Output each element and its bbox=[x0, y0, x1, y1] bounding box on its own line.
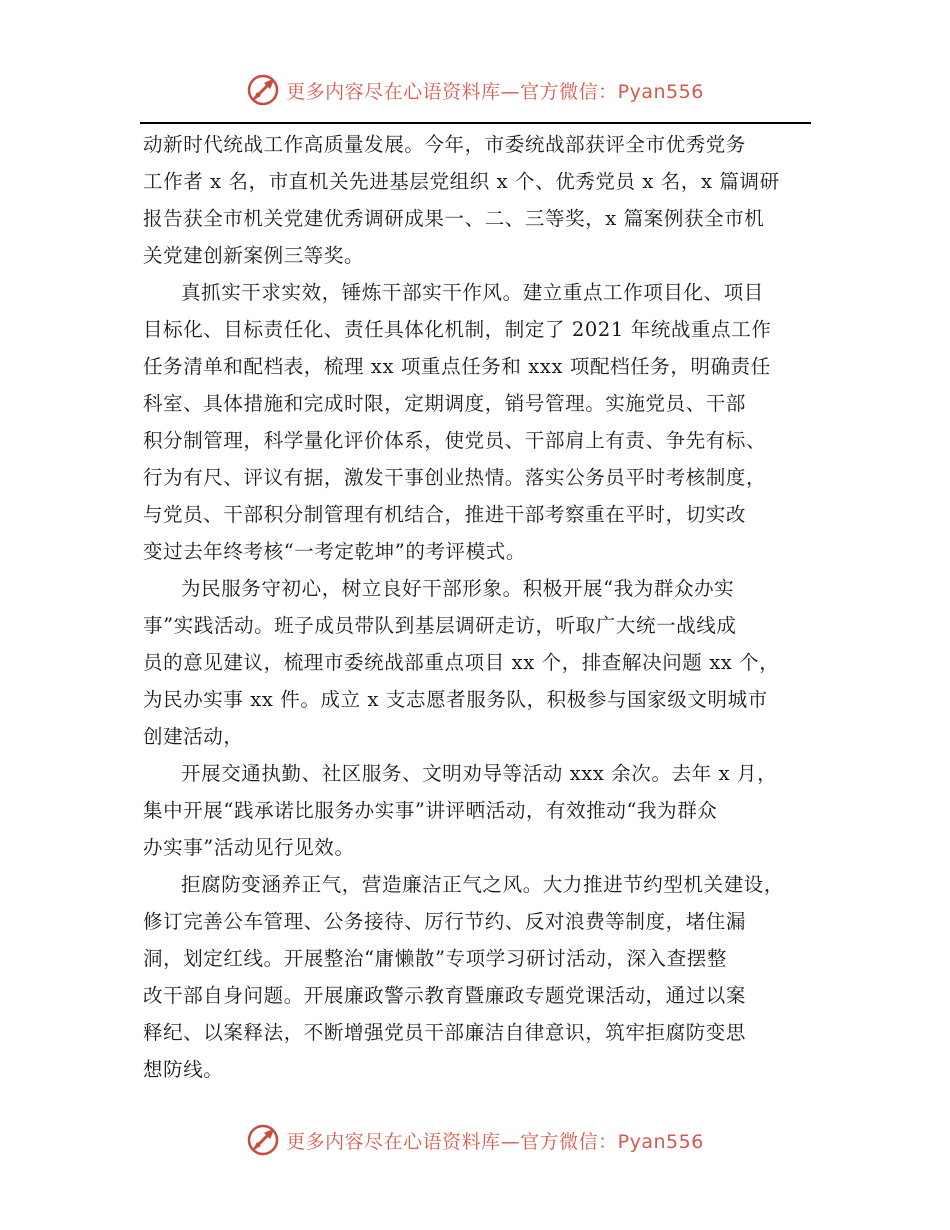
text-line: 真抓实干求实效，锤炼干部实干作风。建立重点工作项目化、项目 bbox=[181, 281, 764, 304]
quill-logo-icon bbox=[246, 1123, 280, 1157]
text-line: 关党建创新案例三等奖。 bbox=[143, 244, 365, 267]
quill-logo-icon bbox=[246, 73, 280, 107]
text-line: 集中开展“践承诺比服务办实事”讲评晒活动，有效推动“我为群众 bbox=[143, 799, 718, 822]
text-line: 工作者 x 名，市直机关先进基层党组织 x 个、优秀党员 x 名，x 篇调研 bbox=[143, 170, 780, 193]
text-line: 为民办实事 xx 件。成立 x 支志愿者服务队，积极参与国家级文明城市 bbox=[143, 688, 768, 711]
banner-text: 更多内容尽在心语资料库—官方微信：Pyan556 bbox=[286, 1130, 704, 1153]
text-line: 创建活动， bbox=[143, 725, 244, 748]
text-line: 科室、具体措施和完成时限，定期调度，销号管理。实施党员、干部 bbox=[143, 392, 747, 415]
text-line: 释纪、以案释法，不断增强党员干部廉洁自律意识，筑牢拒腐防变思 bbox=[143, 1021, 747, 1044]
text-line: 报告获全市机关党建优秀调研成果一、二、三等奖，x 篇案例获全市机 bbox=[143, 207, 765, 230]
text-line: 洞，划定红线。开展整治“庸懒散”专项学习研讨活动，深入查摆整 bbox=[143, 947, 727, 970]
text-line: 拒腐防变涵养正气，营造廉洁正气之风。大力推进节约型机关建设， bbox=[181, 873, 785, 896]
text-line: 员的意见建议，梳理市委统战部重点项目 xx 个，排查解决问题 xx 个， bbox=[143, 651, 780, 674]
header-divider bbox=[140, 122, 811, 124]
text-line: 改干部自身问题。开展廉政警示教育暨廉政专题党课活动，通过以案 bbox=[143, 984, 747, 1007]
text-line: 积分制管理，科学量化评价体系，使党员、干部肩上有责、争先有标、 bbox=[143, 429, 767, 452]
text-line: 为民服务守初心，树立良好干部形象。积极开展“我为群众办实 bbox=[181, 577, 735, 600]
text-line: 行为有尺、评议有据，激发干事创业热情。落实公务员平时考核制度， bbox=[143, 466, 767, 489]
banner-text: 更多内容尽在心语资料库—官方微信：Pyan556 bbox=[286, 80, 704, 103]
text-line: 办实事”活动见行见效。 bbox=[143, 836, 355, 859]
text-line: 开展交通执勤、社区服务、文明劝导等活动 xxx 余次。去年 x 月， bbox=[181, 762, 778, 785]
header-banner bbox=[0, 70, 950, 110]
text-line: 目标化、目标责任化、责任具体化机制，制定了 2021 年统战重点工作 bbox=[143, 318, 772, 341]
text-line: 任务清单和配档表，梳理 xx 项重点任务和 xxx 项配档任务，明确责任 bbox=[143, 355, 771, 378]
footer-banner bbox=[0, 1120, 950, 1160]
document-body bbox=[143, 126, 823, 1088]
text-line: 动新时代统战工作高质量发展。今年，市委统战部获评全市优秀党务 bbox=[143, 133, 747, 156]
text-line: 事”实践活动。班子成员带队到基层调研走访，听取广大统一战线成 bbox=[143, 614, 737, 637]
text-line: 变过去年终考核“一考定乾坤”的考评模式。 bbox=[143, 540, 526, 563]
text-line: 想防线。 bbox=[143, 1058, 224, 1081]
text-line: 修订完善公车管理、公务接待、厉行节约、反对浪费等制度，堵住漏 bbox=[143, 910, 747, 933]
text-line: 与党员、干部积分制管理有机结合，推进干部考察重在平时，切实改 bbox=[143, 503, 747, 526]
